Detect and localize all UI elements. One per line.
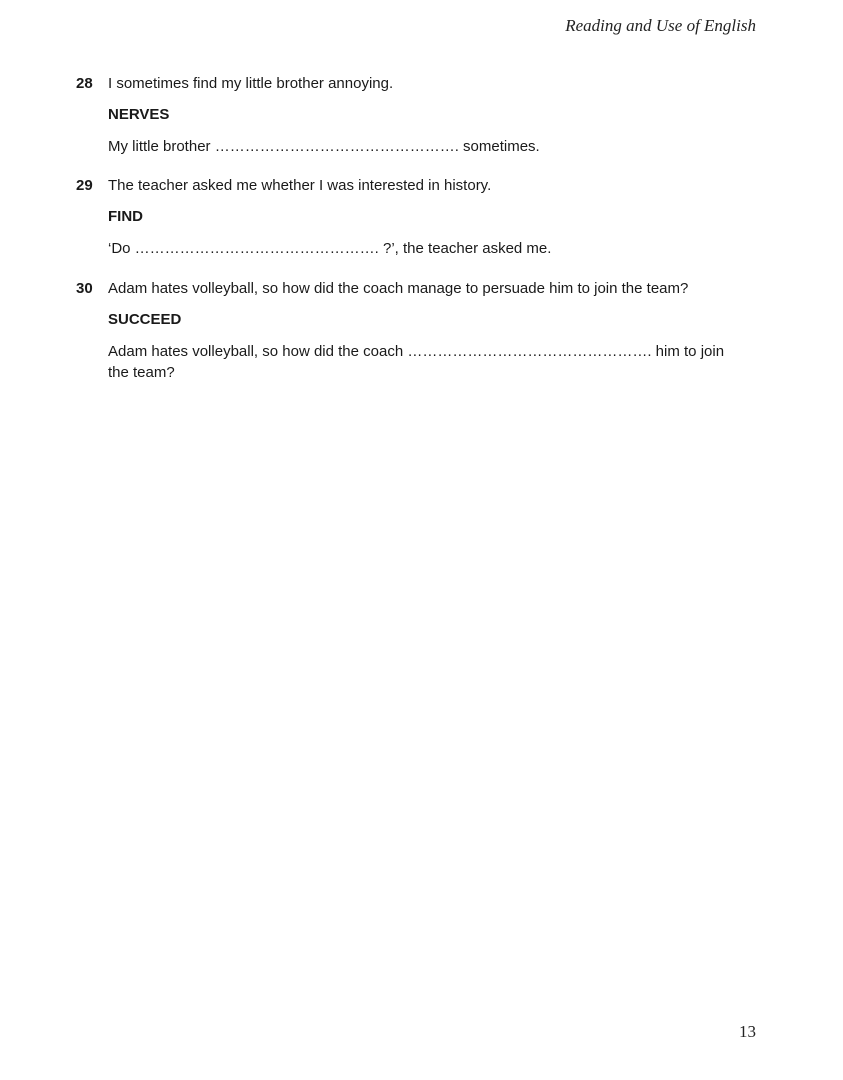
question-sentence: I sometimes find my little brother annoying. (108, 75, 394, 92)
running-header: Reading and Use of English (565, 16, 756, 35)
question-number: 30 (76, 280, 93, 297)
answer-line: My little brother …………………………………………. sometimes. (108, 138, 540, 155)
question-number: 28 (76, 75, 93, 92)
question-number: 29 (76, 177, 93, 194)
question-sentence: The teacher asked me whether I was interested in history. (108, 177, 492, 194)
page-number: 13 (739, 1022, 756, 1041)
answer-line: ‘Do …………………………………………. ?’, the teacher asked me. (108, 240, 552, 257)
keyword: SUCCEED (108, 311, 182, 328)
question-sentence: Adam hates volleyball, so how did the coach manage to persuade him to join the team? (108, 280, 689, 297)
answer-line: Adam hates volleyball, so how did the coach …………………………………………. him to join the team? (108, 343, 725, 381)
keyword: FIND (108, 208, 143, 225)
keyword: NERVES (108, 106, 170, 123)
